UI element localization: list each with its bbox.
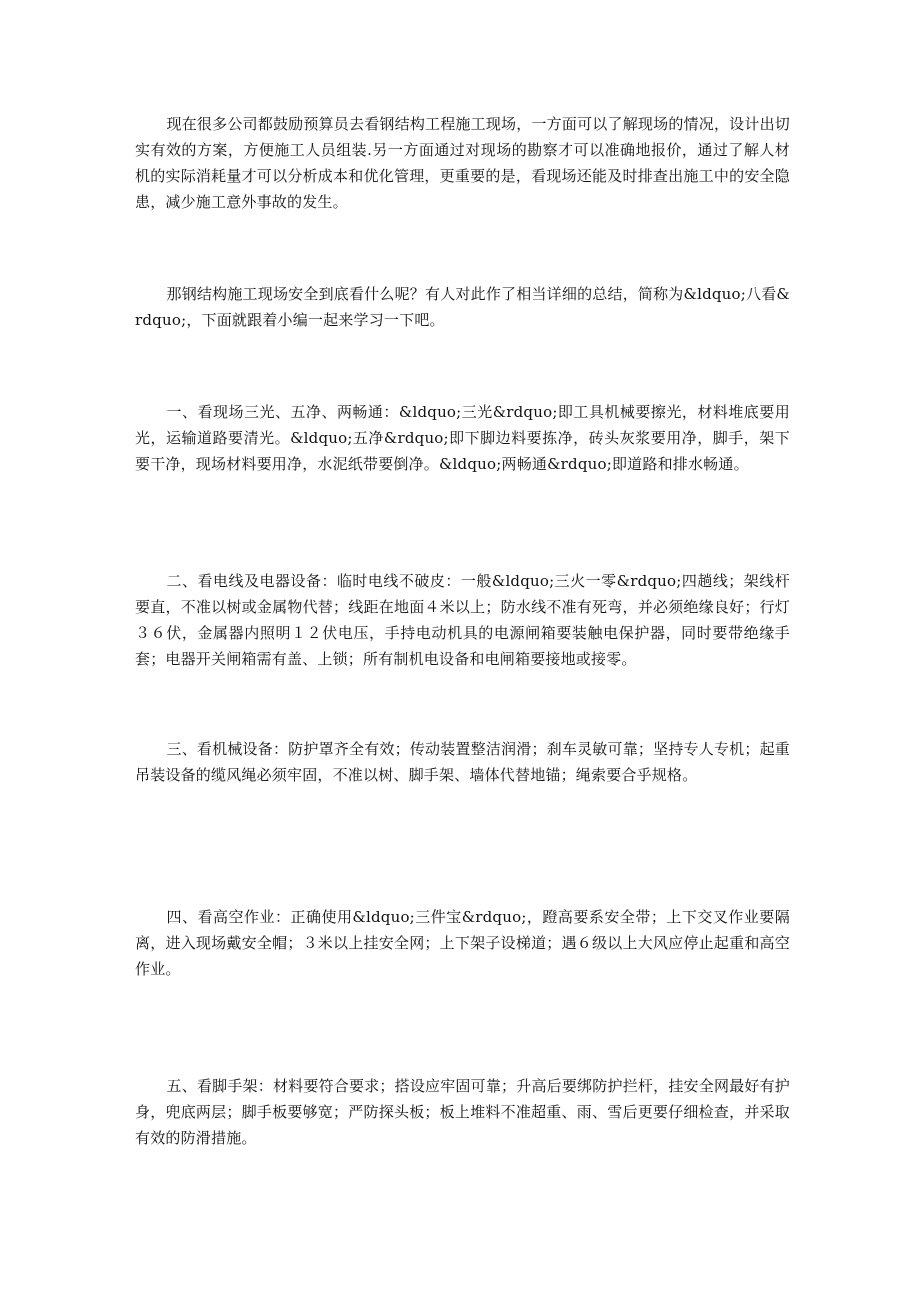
paragraph-item-4: 四、看高空作业：正确使用&ldquo;三件宝&rdquo;，蹬高要系安全带；上下交叉作业要隔离，进入现场戴安全帽；３米以上挂安全网；上下架子设梯道；遇６级以上大风应停止起重和高空作业。	[135, 908, 790, 978]
paragraph-item-2: 二、看电线及电器设备：临时电线不破皮：一般&ldquo;三火一零&rdquo;四趟线；架线杆要直，不准以树或金属物代替；线距在地面４米以上；防水线不准有死弯，并必须绝缘良好；行灯３６伏，金属器内照明１２伏电压，手持电动机具的电源闸箱要装触电保护器，同时要带绝缘手套；电器开关闸箱需有盖、上锁；所有制机电设备和电闸箱要接地或接零。	[135, 572, 790, 668]
paragraph-item-5: 五、看脚手架：材料要符合要求；搭设应牢固可靠；升高后要绑防护拦杆，挂安全网最好有护身，兜底两层；脚手板要够宽；严防探头板；板上堆料不准超重、雨、雪后更要仔细检查，并采取有效的防滑措施。	[135, 1077, 790, 1147]
paragraph-item-1: 一、看现场三光、五净、两畅通：&ldquo;三光&rdquo;即工具机械要擦光，材料堆底要用光，运输道路要清光。&ldquo;五净&rdquo;即下脚边料要拣净，砖头灰浆要用净，脚手，架下要干净，现场材料要用净，水泥纸带要倒净。&ldquo;两畅通&rdquo;即道路和排水畅通。	[135, 403, 790, 473]
paragraph-intro: 现在很多公司都鼓励预算员去看钢结构工程施工现场，一方面可以了解现场的情况，设计出切实有效的方案，方便施工人员组装.另一方面通过对现场的勘察才可以准确地报价，通过了解人材机的实际消耗量才可以分析成本和优化管理，更重要的是，看现场还能及时排查出施工中的安全隐患，减少施工意外事故的发生。	[135, 115, 790, 211]
paragraph-item-3: 三、看机械设备：防护罩齐全有效；传动装置整洁润滑；刹车灵敏可靠；坚持专人专机；起重吊装设备的缆风绳必须牢固，不准以树、脚手架、墙体代替地锚；绳索要合乎规格。	[135, 740, 790, 784]
paragraph-question: 那钢结构施工现场安全到底看什么呢？有人对此作了相当详细的总结，简称为&ldquo;八看&rdquo;，下面就跟着小编一起来学习一下吧。	[135, 285, 790, 329]
